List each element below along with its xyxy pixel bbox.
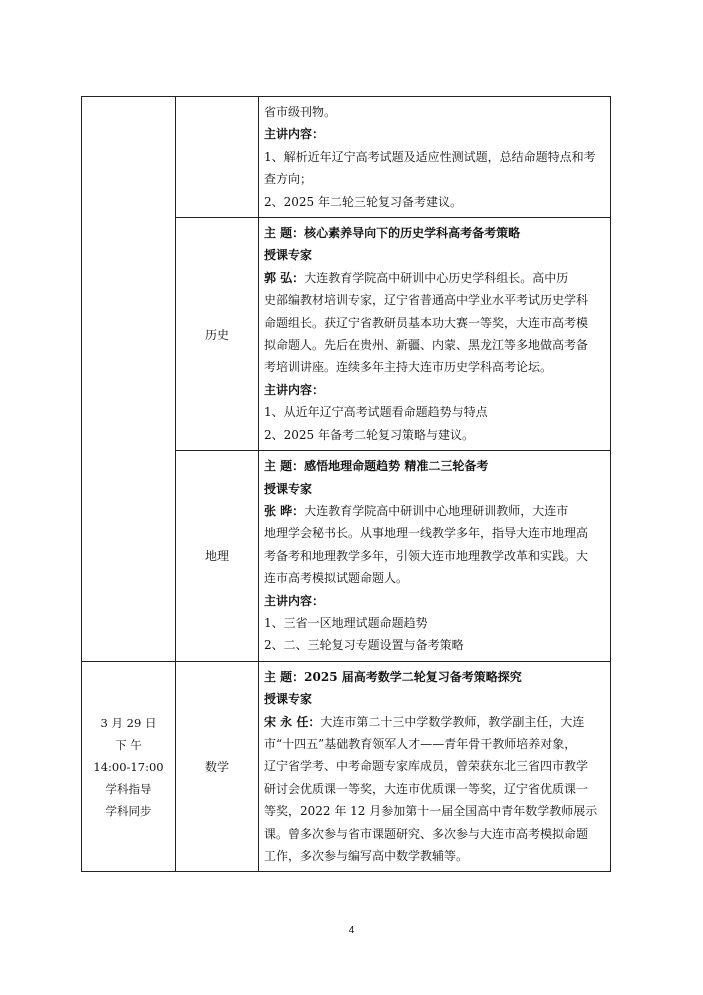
- expert-name: 宋 永 任：: [264, 714, 321, 729]
- line-text: 授课专家: [264, 248, 313, 263]
- line-text: 考培训讲座。连续多年主持大连市历史学科高考论坛。: [264, 360, 553, 375]
- line-text: 查方向；: [264, 172, 313, 187]
- section-heading: [264, 123, 604, 145]
- line-text: 省市级刊物。: [264, 105, 337, 119]
- content-line: [264, 334, 604, 356]
- content-line: [264, 733, 604, 755]
- line-text: 研讨会优质课一等奖，大连市优质课一等奖，辽宁省优质课一: [264, 781, 589, 796]
- time-line: 3 月 29 日: [100, 715, 157, 730]
- line-text: 地理学会秘书长。从事地理一线教学多年，指导大连市地理高: [264, 526, 589, 541]
- line-text: 大连教育学院高中研训中心地理研训教师，大连市: [304, 503, 569, 518]
- content-cell: [259, 451, 611, 662]
- line-text: 辽宁省学考、中考命题专家库成员，曾荣获东北三省四市教学: [264, 759, 589, 774]
- section-heading: [264, 244, 604, 266]
- content-line: [264, 289, 604, 311]
- content-line: [264, 634, 604, 656]
- content-cell: [259, 218, 611, 451]
- time-line: 学科指导: [105, 781, 152, 796]
- content-line: [264, 424, 604, 446]
- content-line: [264, 823, 604, 845]
- content-line: [264, 312, 604, 334]
- content-line: [264, 267, 604, 289]
- expert-name: 郭 弘：: [264, 270, 305, 285]
- content-line: [264, 168, 604, 190]
- line-text: 2、二、三轮复习专题设置与备考策略: [264, 638, 464, 653]
- line-text: 1、解析近年辽宁高考试题及适应性测试题，总结命题特点和考: [264, 149, 596, 164]
- content-line: [264, 500, 604, 522]
- line-text: 拟命题人。先后在贵州、新疆、内蒙、黑龙江等多地做高考备: [264, 338, 589, 353]
- time-line: 14:00-17:00: [93, 759, 164, 774]
- content-cell: [259, 97, 611, 218]
- subject-cell: [176, 97, 259, 218]
- schedule-row: [82, 661, 611, 872]
- content-line: [264, 778, 604, 800]
- schedule-row: [82, 97, 611, 218]
- section-heading: [264, 455, 604, 477]
- time-line: 下 午: [115, 737, 142, 752]
- subject-cell: 地理: [176, 451, 259, 662]
- line-text: 主讲内容：: [264, 593, 325, 608]
- content-line: [264, 800, 604, 822]
- line-text: 主 题：2025 届高考数学二轮复习备考策略探究: [264, 669, 522, 684]
- line-text: 等奖，2022 年 12 月参加第十一届全国高中青年数学教师展示: [264, 804, 598, 819]
- line-text: 授课专家: [264, 692, 313, 707]
- schedule-table: [81, 96, 611, 872]
- line-text: 连市高考模拟试题命题人。: [264, 571, 409, 586]
- section-heading: [264, 222, 604, 244]
- content-line: [264, 191, 604, 213]
- content-line: [264, 711, 604, 733]
- line-text: 主 题：感悟地理命题趋势 精准二三轮备考: [264, 459, 489, 474]
- time-cell: [82, 661, 176, 872]
- section-heading: [264, 590, 604, 612]
- content-line: [264, 567, 604, 589]
- line-text: 1、从近年辽宁高考试题看命题趋势与特点: [264, 405, 488, 420]
- subject-cell: 数学: [176, 661, 259, 872]
- line-text: 大连市第二十三中学数学教师，教学副主任，大连: [320, 714, 585, 729]
- line-text: 1、三省一区地理试题命题趋势: [264, 615, 428, 630]
- time-line: 学科同步: [105, 803, 152, 818]
- content-line: [264, 612, 604, 634]
- content-line: [264, 356, 604, 378]
- content-line: [264, 845, 604, 867]
- time-cell-empty: [82, 97, 176, 662]
- line-text: 主讲内容：: [264, 127, 325, 142]
- line-text: 主讲内容：: [264, 382, 325, 397]
- content-cell: [259, 661, 611, 872]
- section-heading: [264, 688, 604, 710]
- content-line: [264, 146, 604, 168]
- content-line: [264, 522, 604, 544]
- line-text: 史部编教材培训专家，辽宁省普通高中学业水平考试历史学科: [264, 293, 589, 308]
- line-text: 市“十四五”基础教育领军人才——青年骨干教师培养对象，: [264, 736, 577, 751]
- line-text: 大连教育学院高中研训中心历史学科组长。高中历: [304, 270, 569, 285]
- content-line: [264, 401, 604, 423]
- line-text: 工作，多次参与编写高中数学教辅等。: [264, 849, 469, 863]
- subject-cell: 历史: [176, 218, 259, 451]
- line-text: 2、2025 年二轮三轮复习备考建议。: [264, 194, 462, 209]
- line-text: 课。曾多次参与省市课题研究、多次参与大连市高考模拟命题: [264, 826, 589, 841]
- line-text: 主 题：核心素养导向下的历史学科高考备考策略: [264, 226, 521, 241]
- line-text: 命题组长。获辽宁省教研员基本功大赛一等奖，大连市高考模: [264, 315, 589, 330]
- line-text: 2、2025 年备考二轮复习策略与建议。: [264, 427, 474, 442]
- page-number: 4: [348, 925, 355, 936]
- line-text: 考备考和地理教学多年，引领大连市地理教学改革和实践。大: [264, 548, 589, 563]
- content-line: [264, 755, 604, 777]
- content-line: [264, 101, 604, 123]
- content-line: [264, 545, 604, 567]
- section-heading: [264, 478, 604, 500]
- section-heading: [264, 666, 604, 688]
- line-text: 授课专家: [264, 481, 313, 496]
- expert-name: 张 晔：: [264, 503, 305, 518]
- section-heading: [264, 379, 604, 401]
